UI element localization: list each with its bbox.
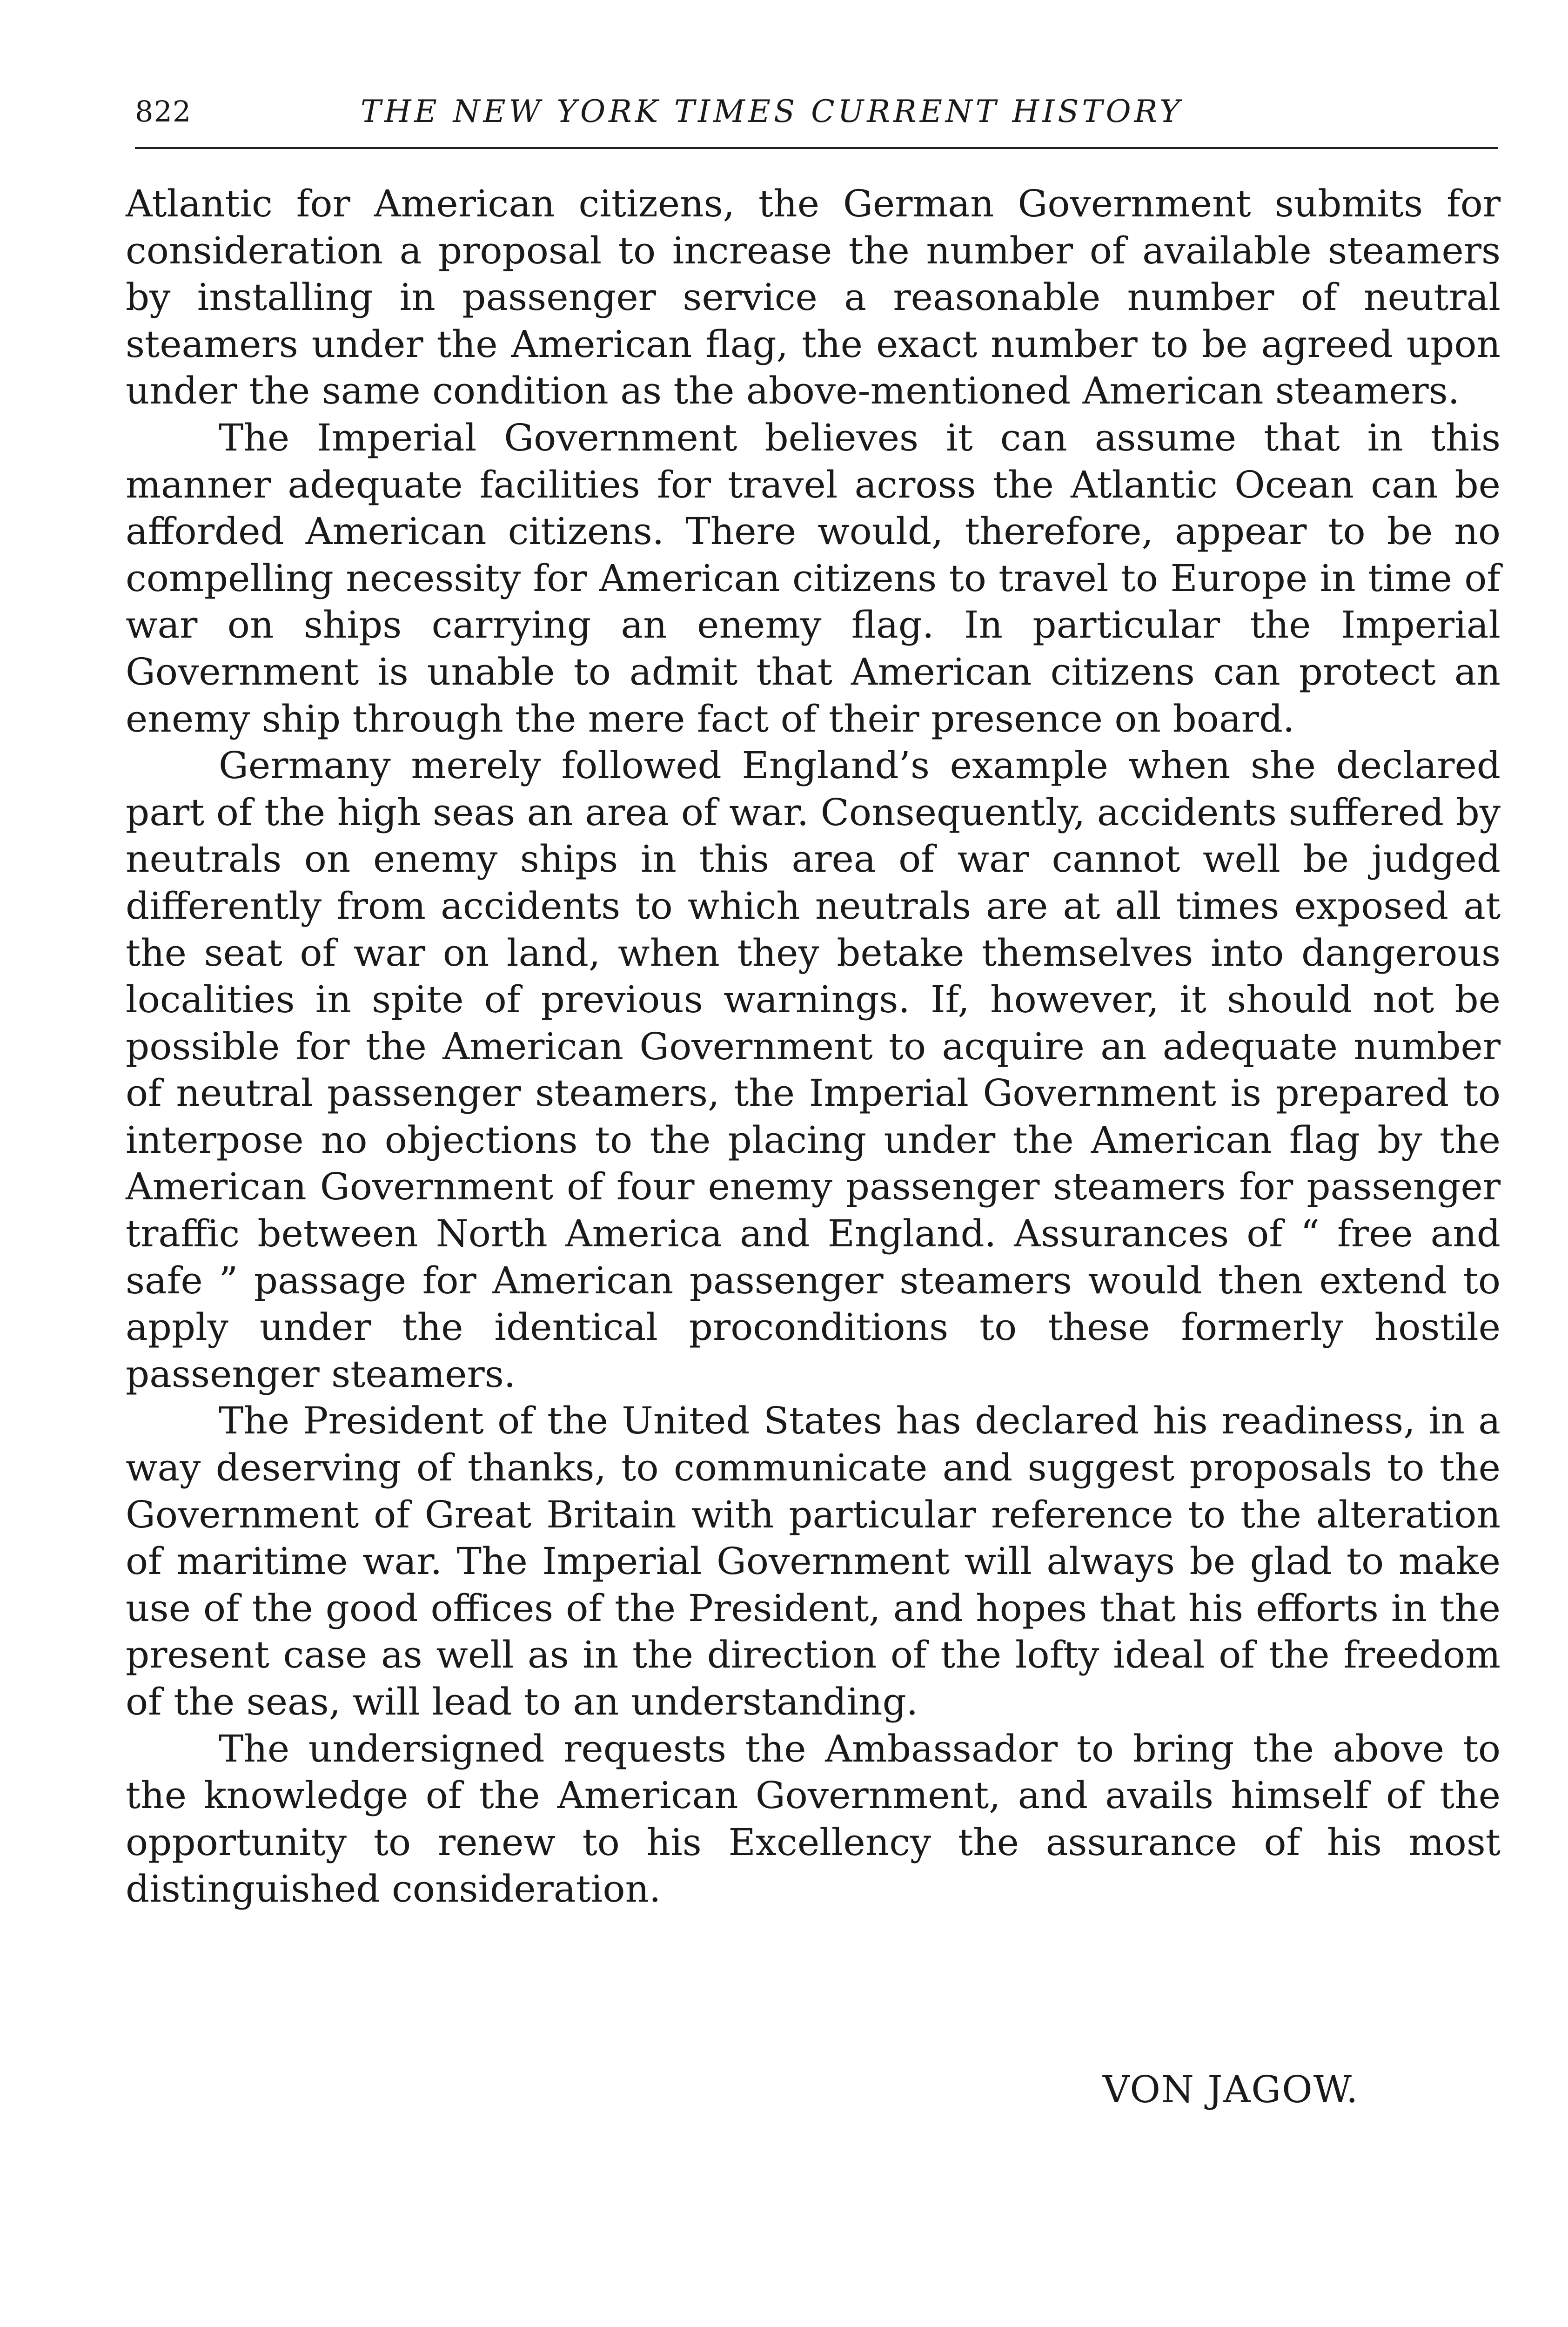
article-body <box>126 181 1501 1913</box>
paragraph: The undersigned requests the Ambassador to bring the above to the knowledge of the American Government, and avails himself of the opportunity to renew to his Excellency the assurance of his most distinguished consideration. <box>126 1727 1501 1911</box>
running-head: THE NEW YORK TIMES CURRENT HISTORY <box>361 94 1183 129</box>
page-number: 822 <box>135 94 192 128</box>
page-header <box>135 91 1498 142</box>
signature: VON JAGOW. <box>1103 2068 1359 2111</box>
header-rule <box>135 147 1498 149</box>
paragraph: The President of the United States has declared his readiness, in a way deserving of thanks, to communicate and suggest proposals to the Government of Great Britain with particular reference to the alteration of maritime war. The Imperial Government will always be glad to make use of the good offices of the President, and hopes that his efforts in the present case as well as in the direction of the lofty ideal of the freedom of the seas, will lead to an understanding. <box>126 1399 1501 1723</box>
paragraph: Atlantic for American citizens, the German Government submits for consideration a proposal to increase the number of available steamers by installing in passenger service a reasonable number of neutral steamers under the American flag, the exact number to be agreed upon under the same condition as the above-mentioned American steamers. <box>126 182 1501 413</box>
paragraph: The Imperial Government believes it can assume that in this manner adequate facilities for travel across the Atlantic Ocean can be afforded American citizens. There would, therefore, appear to be no compelling necessity for American citizens to travel to Europe in time of war on ships carrying an enemy flag. In particular the Imperial Government is unable to admit that American citizens can protect an enemy ship through the mere fact of their presence on board. <box>126 416 1501 740</box>
paragraph: Germany merely followed England’s example when she declared part of the high seas an area of war. Consequently, accidents suffered by neutrals on enemy ships in this area of war cannot well be judged differently from accidents to which neutrals are at all times exposed at the seat of war on land, when they betake themselves into dangerous localities in spite of previous warnings. If, however, it should not be possible for the American Government to acquire an adequate number of neutral passenger steamers, the Imperial Government is prepared to interpose no objections to the placing under the American flag by the American Government of four enemy passenger steamers for passenger traffic between North America and England. Assurances of “ free and safe ” passage for American passenger steamers would then extend to apply under the identical proconditions to these formerly hostile passenger steamers. <box>126 744 1501 1396</box>
